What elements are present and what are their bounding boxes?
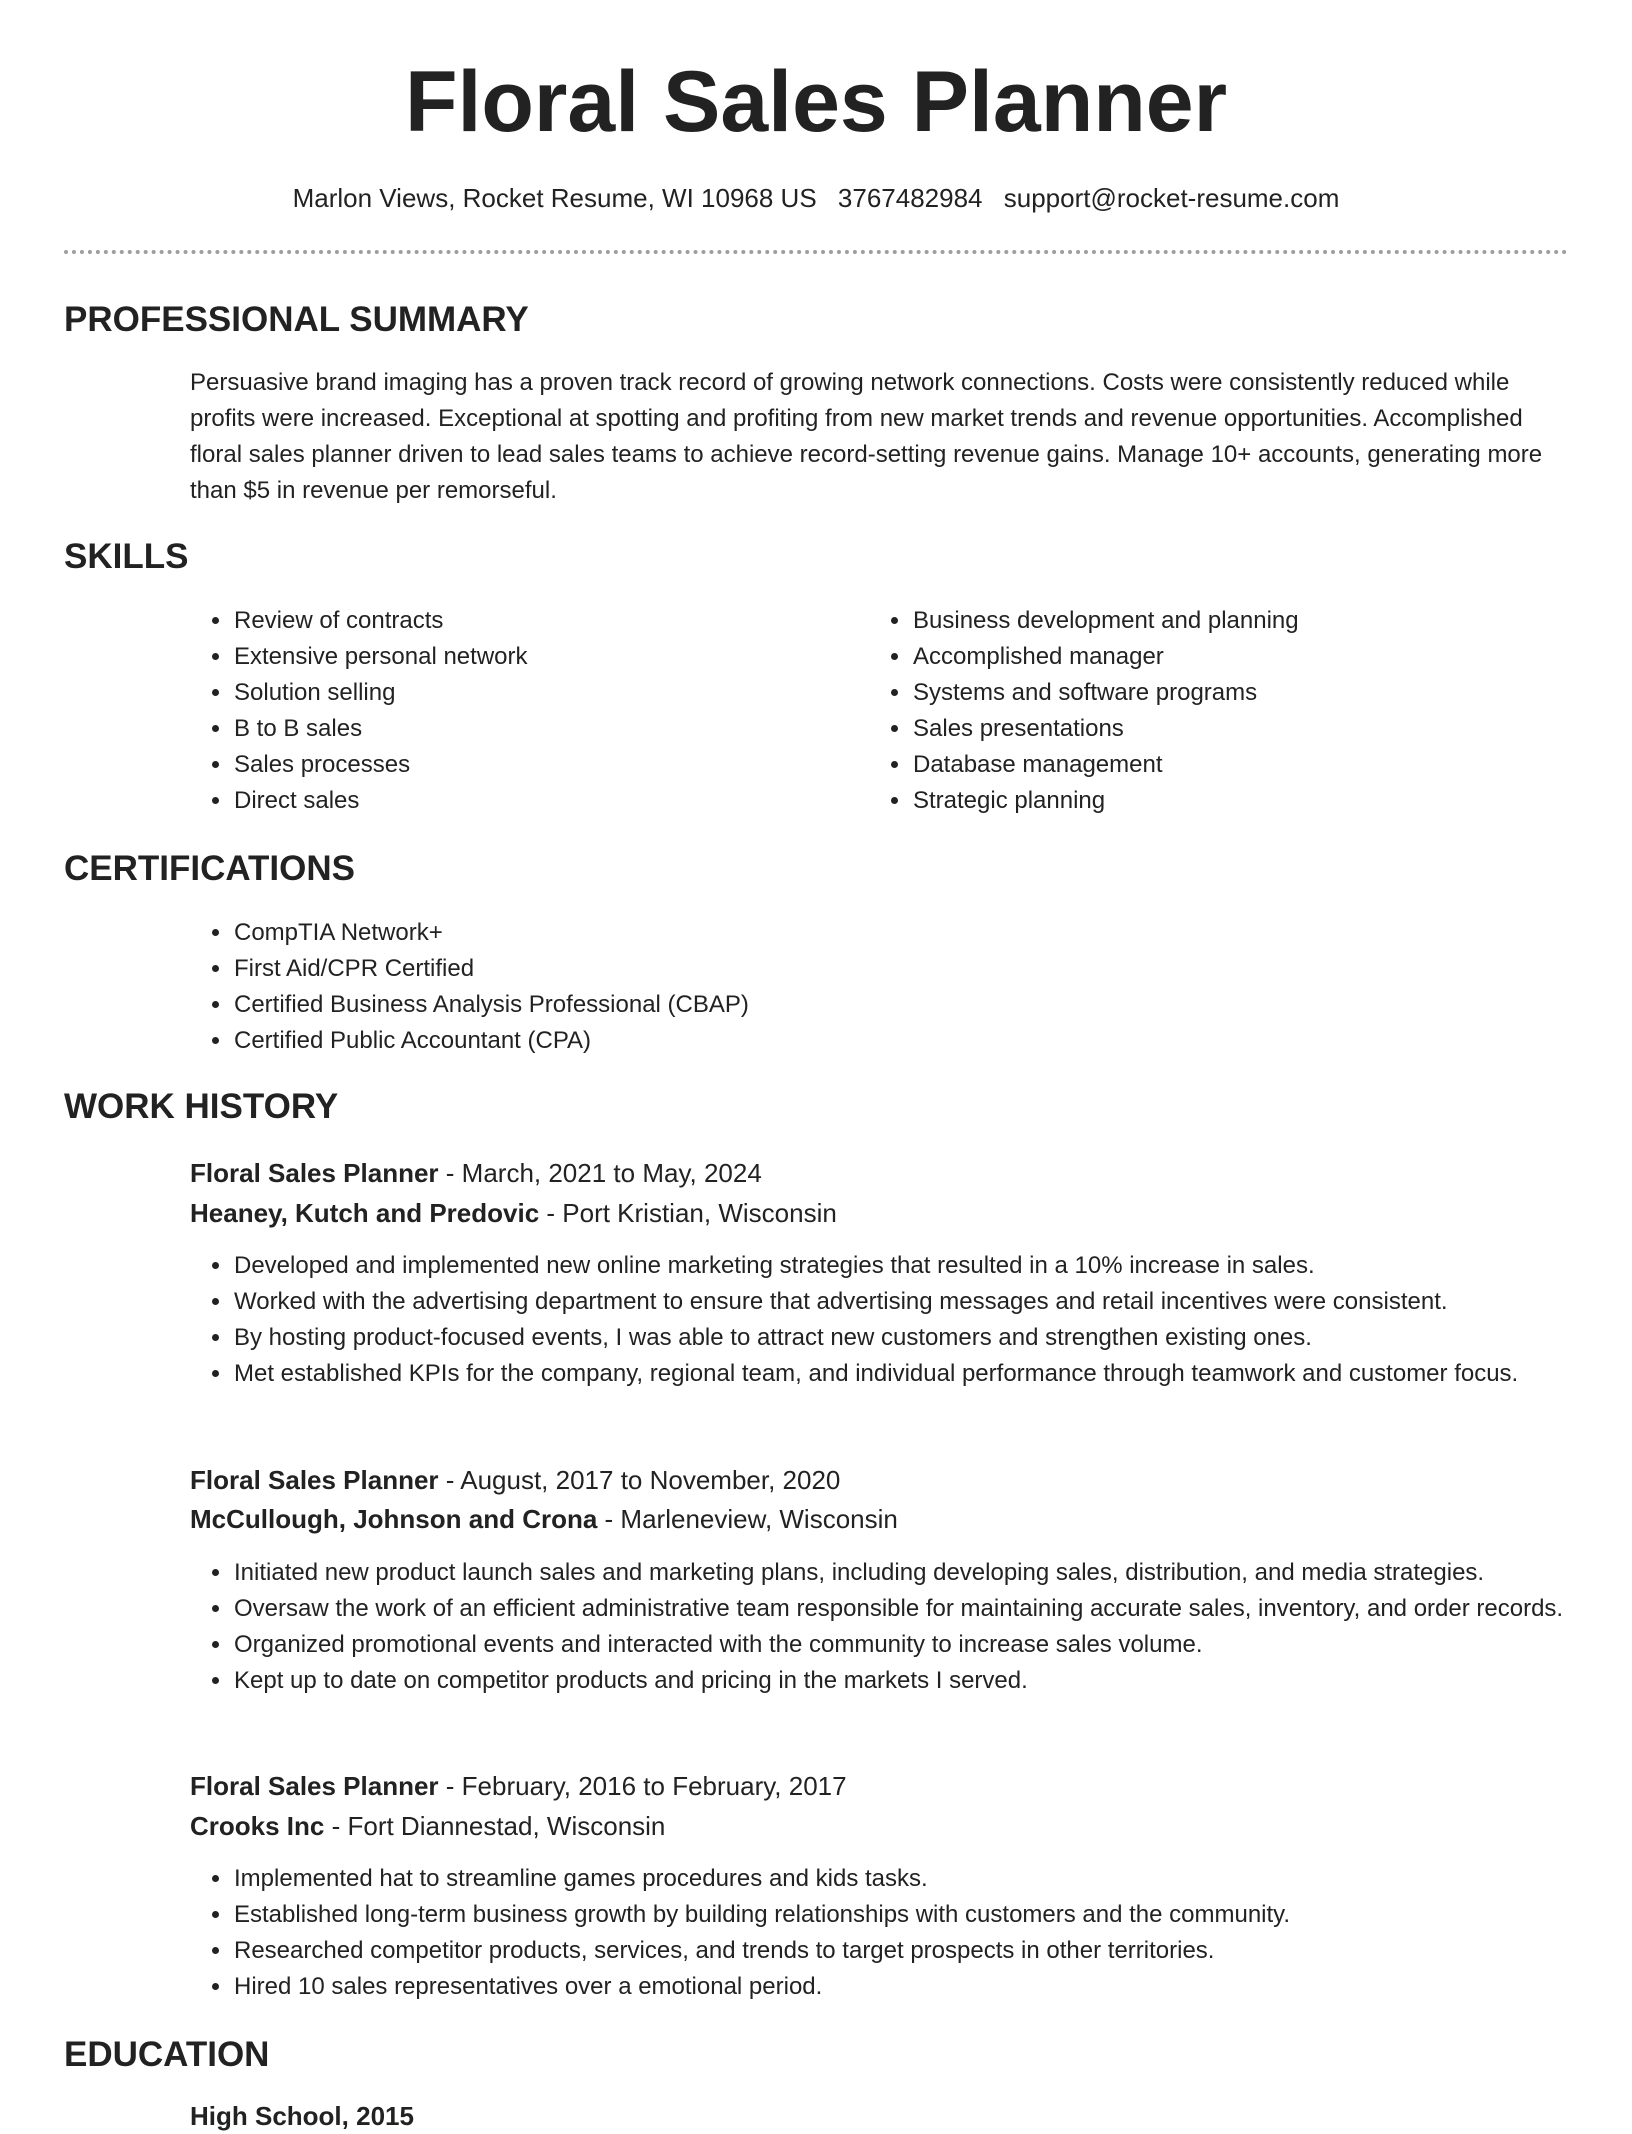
job-location: - Marleneview, Wisconsin	[597, 1504, 898, 1534]
summary-heading: PROFESSIONAL SUMMARY	[64, 300, 529, 339]
job-dates: - August, 2017 to November, 2020	[438, 1465, 841, 1495]
header-divider	[64, 250, 1568, 254]
skill-item: • B to B sales	[233, 711, 853, 747]
skill-item: • Database management	[912, 747, 1592, 783]
job-company-line	[190, 1501, 898, 1537]
job-company: McCullough, Johnson and Crona	[190, 1504, 598, 1534]
skill-item: • Sales presentations	[912, 711, 1592, 747]
job-bullet: • Met established KPIs for the company, regional team, and individual performance through teamwork and customer focus.	[233, 1356, 1578, 1392]
skill-item: • Sales processes	[233, 747, 853, 783]
job-bullet: • Hired 10 sales representatives over a emotional period.	[233, 1969, 1603, 2005]
job-title-line	[190, 1155, 762, 1191]
job-dates: - March, 2021 to May, 2024	[438, 1158, 762, 1188]
certification-item: • Certified Public Accountant (CPA)	[233, 1023, 1533, 1059]
education-entry: High School, 2015	[190, 2101, 414, 2131]
skill-item: • Systems and software programs	[912, 675, 1592, 711]
contact-email: support@rocket-resume.com	[1003, 183, 1340, 213]
job-bullets	[190, 1861, 1603, 2005]
certification-item: • First Aid/CPR Certified	[233, 951, 1533, 987]
skill-item: • Extensive personal network	[233, 639, 853, 675]
job-company-line	[190, 1195, 837, 1231]
job-dates: - February, 2016 to February, 2017	[438, 1771, 847, 1801]
job-bullet: • Established long-term business growth by building relationships with customers and the community.	[233, 1897, 1603, 1933]
job-bullet: • Implemented hat to streamline games procedures and kids tasks.	[233, 1861, 1603, 1897]
work-history-heading: WORK HISTORY	[64, 1087, 339, 1126]
job-location: - Port Kristian, Wisconsin	[539, 1198, 837, 1228]
job-title-line	[190, 1462, 840, 1498]
job-bullet: • Worked with the advertising department to ensure that advertising messages and retail incentives were consistent.	[233, 1284, 1578, 1320]
job-bullet: • Organized promotional events and interacted with the community to increase sales volume.	[233, 1627, 1603, 1663]
skill-item: • Review of contracts	[233, 603, 853, 639]
job-title: Floral Sales Planner	[190, 1465, 439, 1495]
skill-item: • Direct sales	[233, 783, 853, 819]
certifications-heading: CERTIFICATIONS	[64, 849, 356, 888]
contact-address: Marlon Views, Rocket Resume, WI 10968 US	[292, 183, 817, 213]
skills-list-right	[869, 603, 1592, 819]
job-company: Crooks Inc	[190, 1811, 325, 1841]
certifications-list	[190, 915, 1533, 1059]
job-title: Floral Sales Planner	[190, 1158, 439, 1188]
job-location: - Fort Diannestad, Wisconsin	[324, 1811, 666, 1841]
job-bullet: • Researched competitor products, services, and trends to target prospects in other territories.	[233, 1933, 1603, 1969]
job-company: Heaney, Kutch and Predovic	[190, 1198, 540, 1228]
job-bullets	[190, 1248, 1578, 1392]
contact-line	[0, 180, 1632, 216]
certification-item: • CompTIA Network+	[233, 915, 1533, 951]
summary-text: Persuasive brand imaging has a proven track record of growing network connections. Costs were consistently reduced while profits were increased. Exceptional at spotting and profiting from new market trends and revenue opportunities. Accomplished floral sales planner driven to lead sales teams to achieve record-setting revenue gains. Manage 10+ accounts, generating more than $5 in revenue per remorseful.	[190, 369, 1543, 504]
skills-heading: SKILLS	[64, 537, 189, 576]
skill-item: • Strategic planning	[912, 783, 1592, 819]
skill-item: • Business development and planning	[912, 603, 1592, 639]
job-title: Floral Sales Planner	[190, 1771, 439, 1801]
job-company-line	[190, 1808, 665, 1844]
skills-list-left	[190, 603, 853, 819]
job-bullet: • Kept up to date on competitor products and pricing in the markets I served.	[233, 1663, 1603, 1699]
job-bullets	[190, 1555, 1603, 1699]
resume-name: Floral Sales Planner	[404, 54, 1228, 150]
education-heading: EDUCATION	[64, 2035, 270, 2074]
skill-item: • Solution selling	[233, 675, 853, 711]
certification-item: • Certified Business Analysis Professional (CBAP)	[233, 987, 1533, 1023]
skill-item: • Accomplished manager	[912, 639, 1592, 675]
contact-phone: 3767482984	[837, 183, 983, 213]
job-bullet: • By hosting product-focused events, I was able to attract new customers and strengthen existing ones.	[233, 1320, 1578, 1356]
job-bullet: • Oversaw the work of an efficient administrative team responsible for maintaining accurate sales, inventory, and order records.	[233, 1591, 1603, 1627]
job-bullet: • Developed and implemented new online marketing strategies that resulted in a 10% increase in sales.	[233, 1248, 1578, 1284]
job-bullet: • Initiated new product launch sales and marketing plans, including developing sales, distribution, and media strategies.	[233, 1555, 1603, 1591]
job-title-line	[190, 1768, 847, 1804]
